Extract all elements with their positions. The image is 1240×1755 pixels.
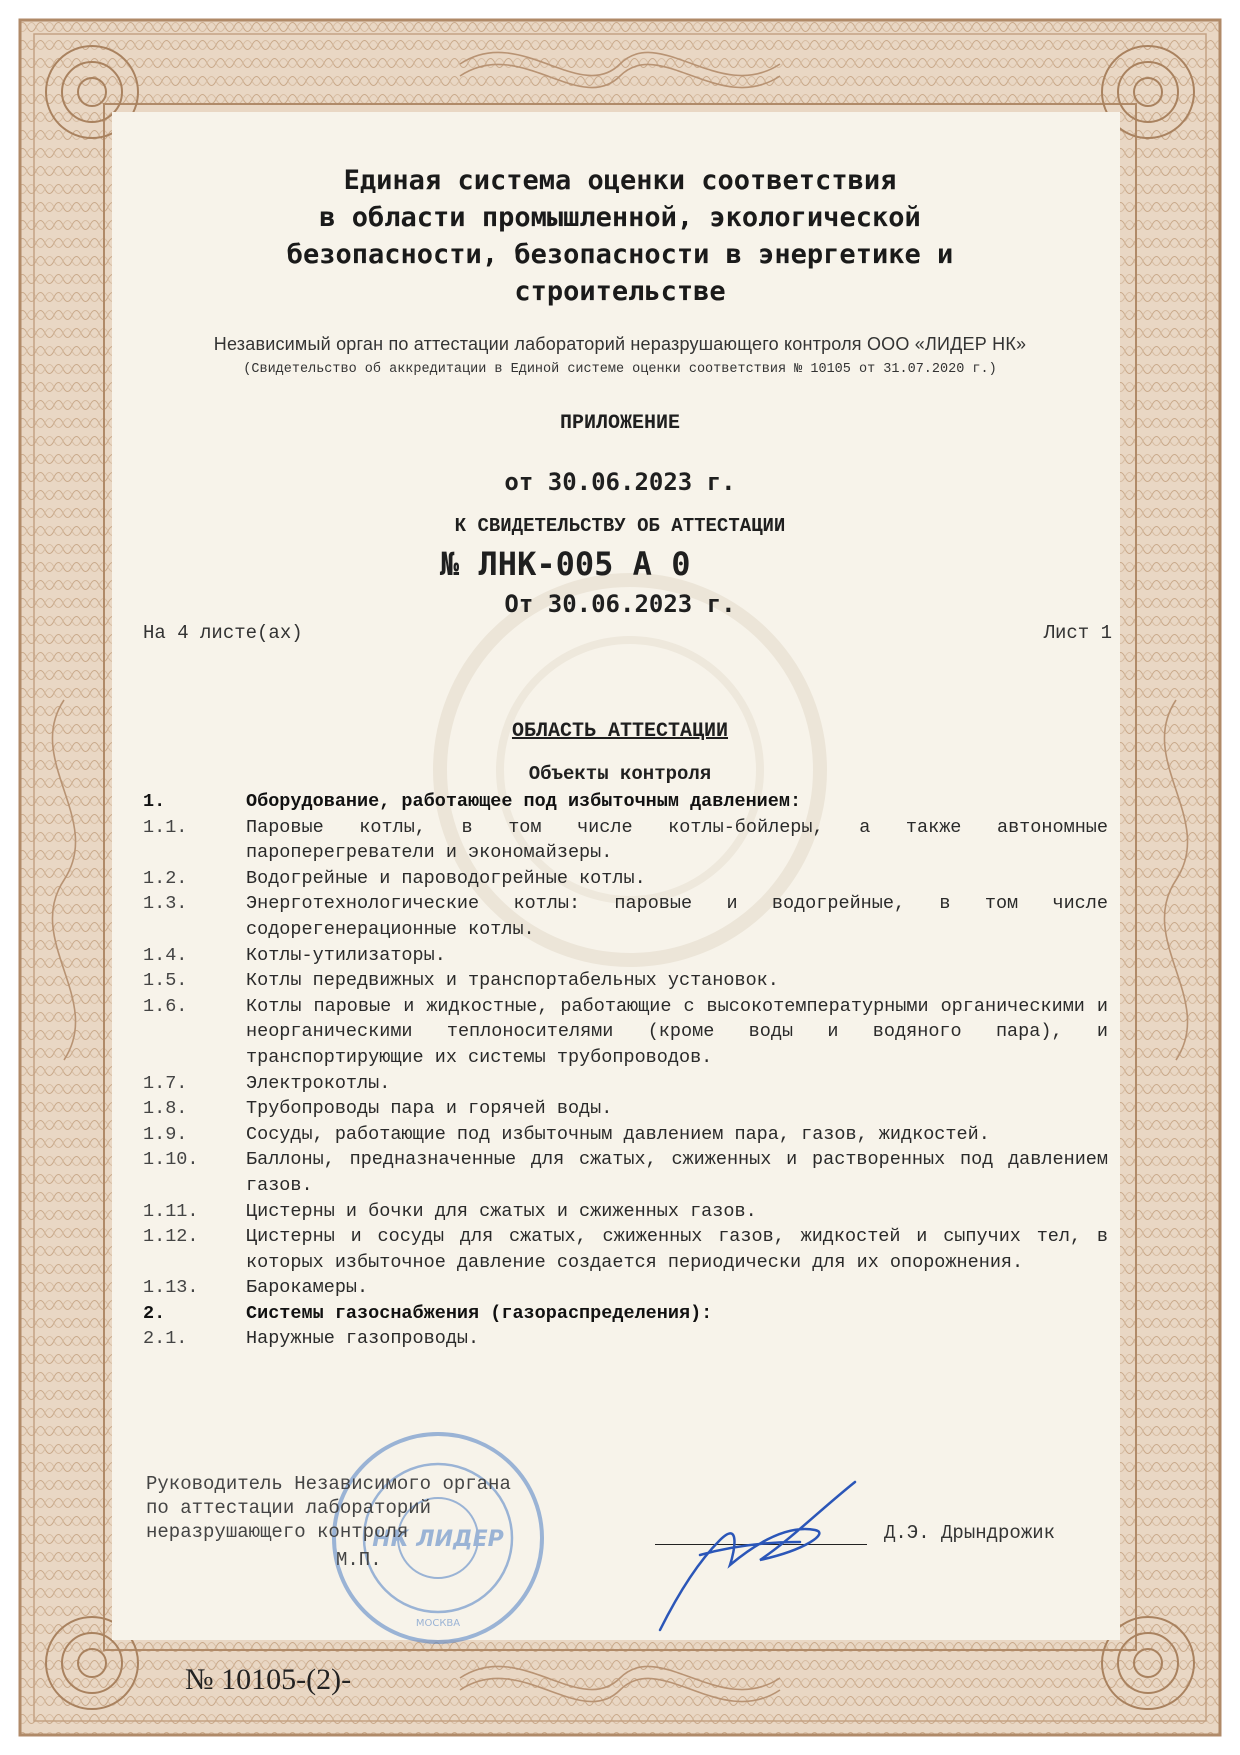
item-number: 1.4. <box>143 944 188 966</box>
list-item <box>143 1275 1111 1301</box>
item-number: 2.1. <box>143 1328 188 1350</box>
item-text: Наружные газопроводы. <box>246 1328 480 1350</box>
list-item <box>143 1199 1111 1225</box>
signatory-position-line: по аттестации лабораторий <box>146 1497 432 1519</box>
signatory-position-line: неразрушающего контроля <box>146 1521 409 1543</box>
item-text: Трубопроводы пара и горячей воды. <box>246 1098 613 1120</box>
system-title-line: Единая система оценки соответствия <box>343 165 897 196</box>
item-text: Цистерны и сосуды для сжатых, сжиженных газов, жидкостей и сыпучих тел, в которых избыточное давление создается периодически для их опорожнения. <box>246 1226 1108 1273</box>
list-item <box>143 1147 1111 1198</box>
list-item <box>143 1301 1111 1327</box>
system-title-line: безопасности, безопасности в энергетике и <box>286 239 954 270</box>
item-text: Цистерны и бочки для сжатых и сжиженных газов. <box>246 1200 757 1222</box>
item-number: 1.8. <box>143 1098 188 1120</box>
item-text: Котлы паровые и жидкостные, работающие с высокотемпературными органическими и неорганическими теплоносителями (кроме воды и водяного пара), и транспортирующие их системы трубопроводов. <box>246 995 1108 1068</box>
item-text: Электрокотлы. <box>246 1072 391 1094</box>
list-item <box>143 789 1111 815</box>
item-number: 1. <box>143 791 166 812</box>
list-item <box>143 994 1111 1071</box>
seal-label: М.П. <box>336 1549 382 1571</box>
item-text: Котлы-утилизаторы. <box>246 944 446 966</box>
system-title <box>160 162 1080 310</box>
item-number: 1.1. <box>143 816 188 838</box>
item-number: 1.2. <box>143 867 188 889</box>
system-title-line: в области промышленной, экологической <box>319 202 921 233</box>
item-number: 1.12. <box>143 1226 199 1248</box>
list-item <box>143 1326 1111 1352</box>
signatory-name: Д.Э. Дрындрожик <box>884 1522 1056 1544</box>
item-text: Сосуды, работающие под избыточным давлением пара, газов, жидкостей. <box>246 1123 990 1145</box>
item-number: 1.5. <box>143 970 188 992</box>
stamp-city: МОСКВА <box>415 1618 461 1629</box>
sheets-total: На 4 листе(ах) <box>143 622 303 644</box>
organization-name: Независимый орган по аттестации лабораторий неразрушающего контроля ООО «ЛИДЕР НК» <box>213 334 1027 354</box>
certificate-date: От 30.06.2023 г. <box>504 590 736 618</box>
list-item <box>143 1096 1111 1122</box>
accreditation-note: (Свидетельство об аккредитации в Единой системе оценки соответствия № 10105 от 31.07.2020 г.) <box>243 362 997 377</box>
item-number: 1.6. <box>143 995 188 1017</box>
sheet-number: Лист 1 <box>1043 622 1112 644</box>
item-number: 1.11. <box>143 1200 199 1222</box>
item-number: 1.13. <box>143 1277 199 1299</box>
list-item <box>143 1122 1111 1148</box>
certificate-number: № ЛНК-005 А 0 <box>440 545 691 583</box>
appendix-date: от 30.06.2023 г. <box>504 468 736 496</box>
scope-list <box>143 789 1111 1352</box>
item-text: Паровые котлы, в том числе котлы-бойлеры, а также автономные пароперегреватели и экономайзеры. <box>246 816 1108 864</box>
item-text: Барокамеры. <box>246 1277 369 1299</box>
signatory-position <box>146 1472 511 1544</box>
form-number: № 10105-(2)- <box>185 1663 352 1696</box>
scope-title-text: ОБЛАСТЬ АТТЕСТАЦИИ <box>511 720 729 743</box>
list-item <box>143 891 1111 942</box>
list-item <box>143 1224 1111 1275</box>
list-item <box>143 968 1111 994</box>
item-text: Котлы передвижных и транспортабельных установок. <box>246 970 779 992</box>
system-title-line: строительстве <box>514 276 726 307</box>
item-text: Баллоны, предназначенные для сжатых, сжиженных и растворенных под давлением газов. <box>246 1149 1108 1196</box>
signatory-position-line: Руководитель Независимого органа <box>146 1473 511 1495</box>
scope-title <box>130 720 1110 743</box>
list-item <box>143 866 1111 892</box>
list-item <box>143 943 1111 969</box>
handwritten-signature <box>640 1470 870 1640</box>
item-text: Водогрейные и пароводогрейные котлы. <box>246 867 646 889</box>
certificate-reference: К СВИДЕТЕЛЬСТВУ ОБ АТТЕСТАЦИИ <box>454 515 786 537</box>
item-number: 1.3. <box>143 893 188 915</box>
list-item <box>143 815 1111 866</box>
appendix-heading: ПРИЛОЖЕНИЕ <box>559 412 681 435</box>
item-text: Системы газоснабжения (газораспределения): <box>246 1302 713 1324</box>
stamp-inner-text: НК ЛИДЕР <box>372 1527 504 1552</box>
item-number: 1.7. <box>143 1072 188 1094</box>
scope-subtitle: Объекты контроля <box>528 763 712 785</box>
item-number: 1.9. <box>143 1123 188 1145</box>
item-text: Энерготехнологические котлы: паровые и водогрейные, в том числе содорегенерационные котлы. <box>246 893 1108 940</box>
list-item <box>143 1071 1111 1097</box>
item-number: 2. <box>143 1302 166 1324</box>
item-text: Оборудование, работающее под избыточным давлением: <box>246 791 802 812</box>
item-number: 1.10. <box>143 1149 199 1171</box>
